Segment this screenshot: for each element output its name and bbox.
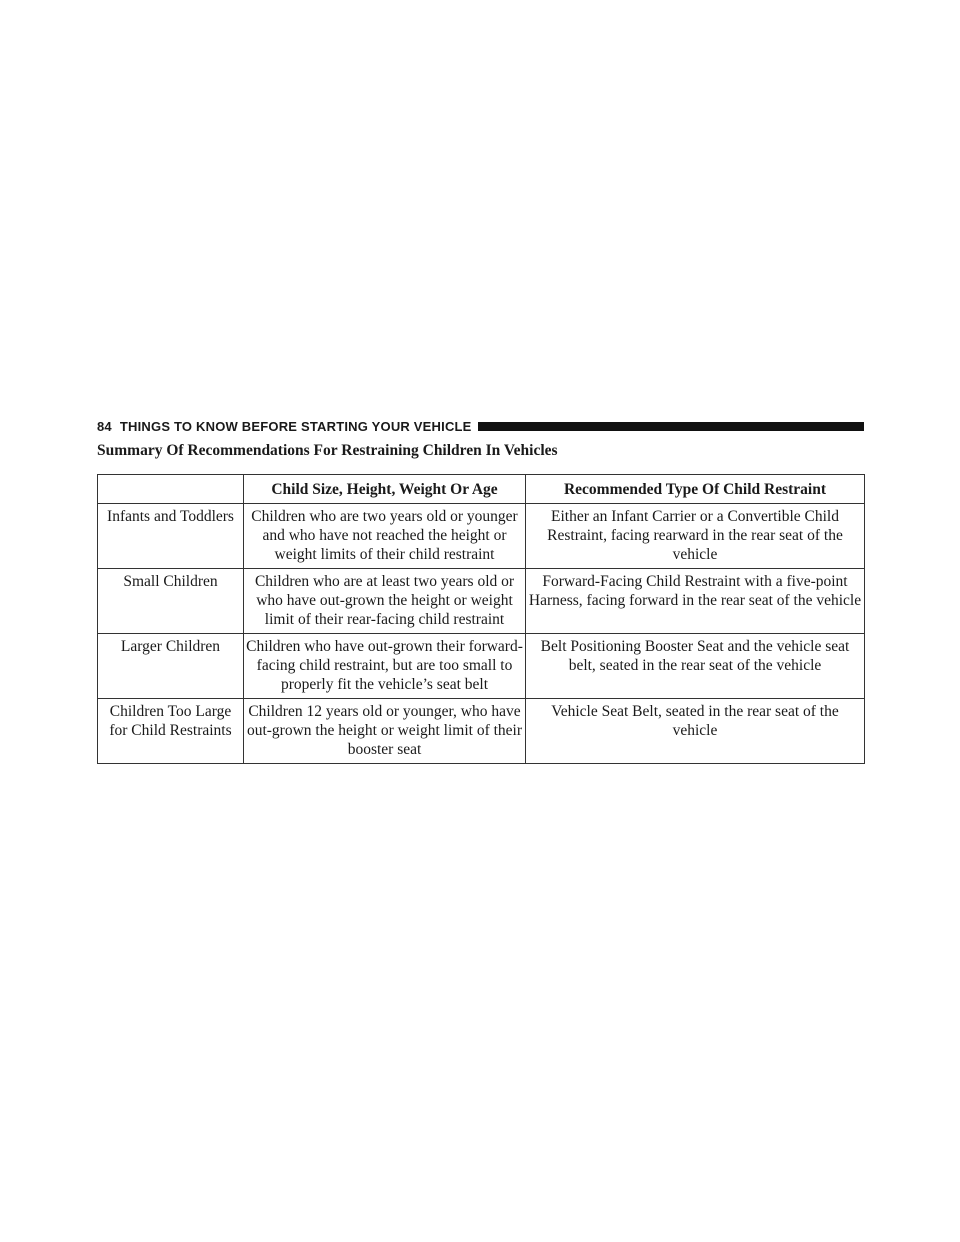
column-header-restraint: Recommended Type Of Child Restraint (526, 475, 865, 504)
table-header-row (98, 475, 865, 504)
page-number: 84 (97, 418, 112, 434)
table-row (98, 634, 865, 699)
cell-size: Children who are at least two years old or who have out-grown the height or weight limit of their rear-facing child restraint (244, 569, 526, 634)
recommendations-table (97, 474, 865, 764)
header-bar (478, 422, 864, 431)
cell-category: Children Too Large for Child Restraints (98, 699, 244, 764)
page-header (97, 416, 864, 436)
cell-restraint: Belt Positioning Booster Seat and the vehicle seat belt, seated in the rear seat of the vehicle (526, 634, 865, 699)
cell-size: Children 12 years old or younger, who have out-grown the height or weight limit of their booster seat (244, 699, 526, 764)
column-header-size: Child Size, Height, Weight Or Age (244, 475, 526, 504)
cell-restraint: Vehicle Seat Belt, seated in the rear seat of the vehicle (526, 699, 865, 764)
cell-size: Children who are two years old or younger and who have not reached the height or weight limits of their child restraint (244, 504, 526, 569)
cell-restraint: Forward-Facing Child Restraint with a five-point Harness, facing forward in the rear seat of the vehicle (526, 569, 865, 634)
cell-category: Infants and Toddlers (98, 504, 244, 569)
table-row (98, 699, 865, 764)
column-header-category (98, 475, 244, 504)
table-row (98, 569, 865, 634)
cell-category: Larger Children (98, 634, 244, 699)
cell-size: Children who have out-grown their forward-facing child restraint, but are too small to properly fit the vehicle’s seat belt (244, 634, 526, 699)
section-title: THINGS TO KNOW BEFORE STARTING YOUR VEHICLE (119, 418, 472, 434)
cell-restraint: Either an Infant Carrier or a Convertible Child Restraint, facing rearward in the rear seat of the vehicle (526, 504, 865, 569)
table-title: Summary Of Recommendations For Restraining Children In Vehicles (97, 442, 558, 459)
cell-category: Small Children (98, 569, 244, 634)
table-row (98, 504, 865, 569)
